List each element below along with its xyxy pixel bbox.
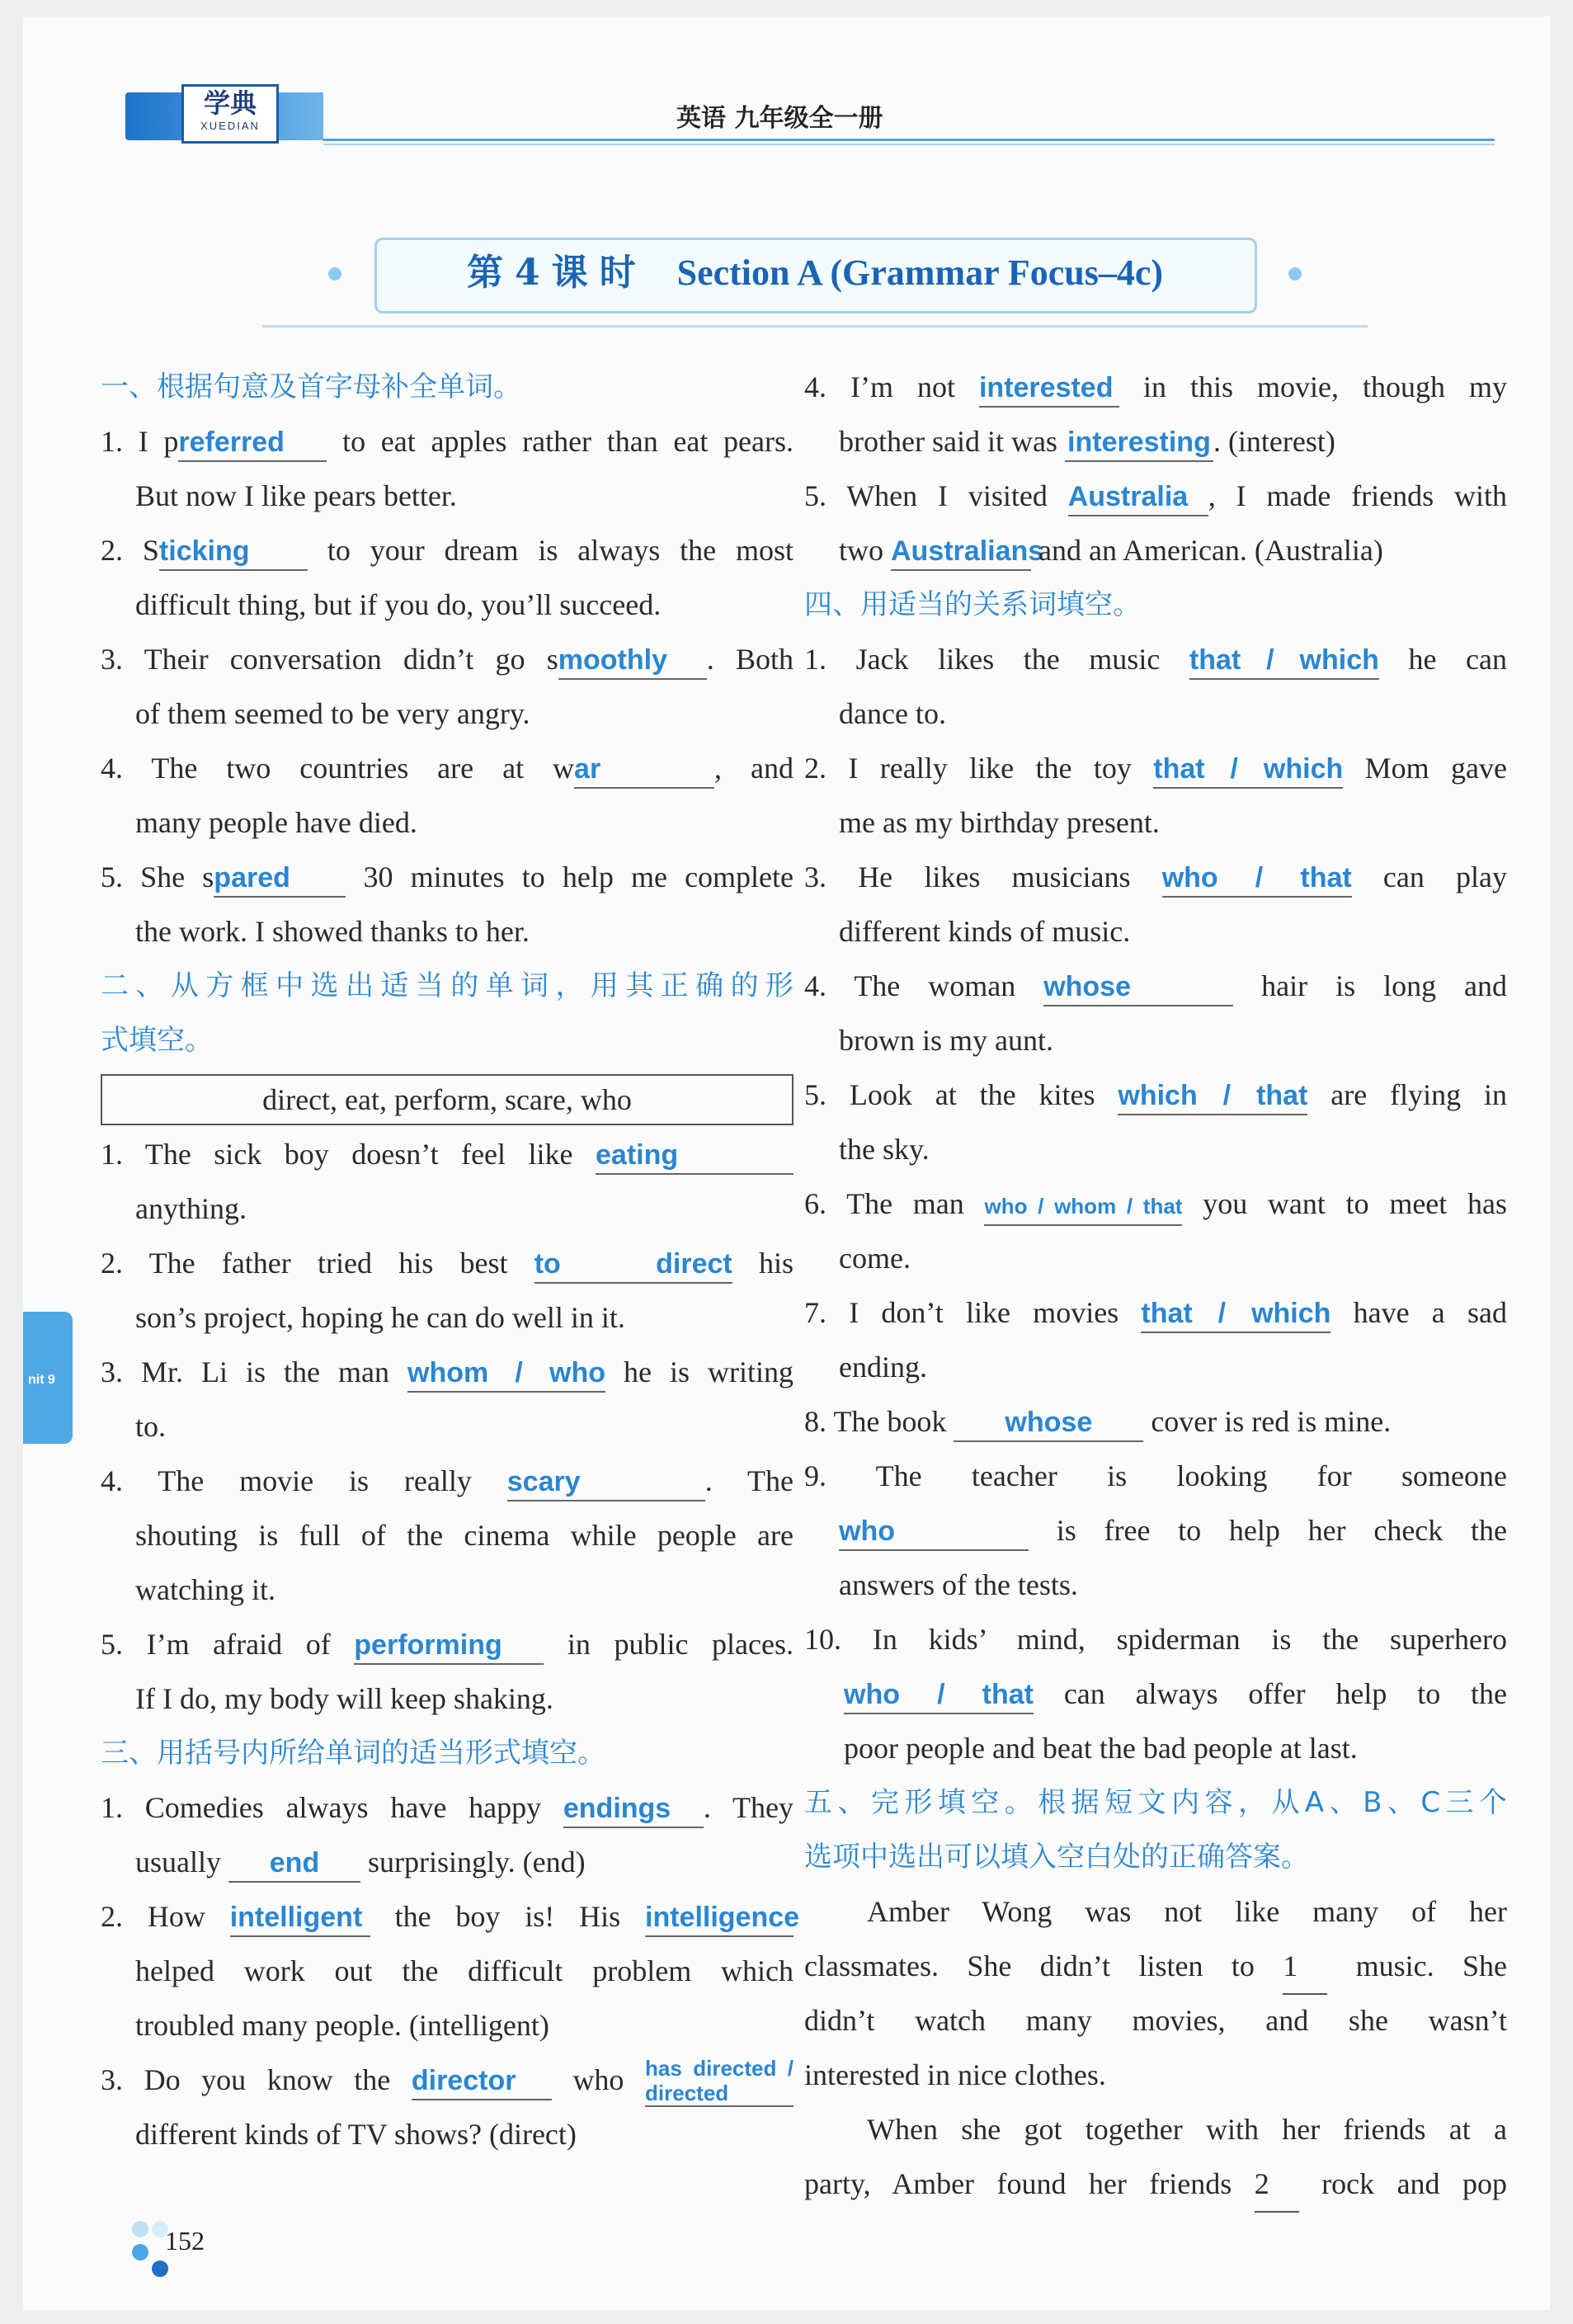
s4-item-5-cont: the sky. <box>839 1133 930 1166</box>
answer: has directed / <box>645 2056 794 2081</box>
left-column <box>101 360 800 2161</box>
s1-item-2: 2. Sticking to your dream is always the most <box>101 523 794 577</box>
passage-line: classmates. She didn’t listen to 1 music. She <box>804 1939 1507 1993</box>
section-4-heading: 四、用适当的关系词填空。 <box>804 588 1141 621</box>
lesson-banner <box>262 224 1368 322</box>
answer: ticking <box>158 535 250 567</box>
section-1-heading: 一、根据句意及首字母补全单词。 <box>101 370 521 403</box>
s4-item-9-cont2: answers of the tests. <box>839 1568 1078 1601</box>
answer: interested <box>978 372 1114 403</box>
s3-item-3: 3. Do you know the director who has directed / directed <box>101 2056 794 2105</box>
answer: that / which <box>1153 753 1344 785</box>
s2-item-2: 2. The father tried his best to direct his <box>101 1236 794 1290</box>
answer: moothly <box>558 644 667 676</box>
xuedian-logo <box>181 84 279 144</box>
s4-item-2-cont: me as my birthday present. <box>839 806 1160 839</box>
unit-side-tab <box>23 1312 73 1444</box>
answer: intelligence <box>645 1902 800 1933</box>
s4-item-3: 3. He likes musicians who / that can play <box>804 850 1507 904</box>
s4-item-9: 9. The teacher is looking for someone <box>804 1459 1507 1492</box>
answer: performing <box>354 1629 502 1661</box>
answer: which / that <box>1118 1080 1308 1111</box>
section-5-heading: 五、完形填空。根据短文内容，从A、B、C三个 <box>804 1786 1507 1819</box>
s3-item-4-cont: brother said it was interesting. (interest) <box>804 414 1507 469</box>
s3-item-2: 2. How intelligent the boy is! His intelligence <box>101 1889 794 1944</box>
s4-item-4: 4. The woman whose hair is long and <box>804 959 1507 1013</box>
s2-item-1-cont: anything. <box>135 1192 247 1225</box>
passage-line: When she got together with her friends at a <box>867 2113 1507 2146</box>
answer: referred <box>178 427 285 458</box>
unit-tab-label: nit 9 <box>28 1373 55 1387</box>
s4-item-5: 5. Look at the kites which / that are flying in <box>804 1068 1507 1122</box>
s1-item-2-cont: difficult thing, but if you do, you’ll succeed. <box>135 588 662 621</box>
s1-item-4: 4. The two countries are at war , and <box>101 741 794 795</box>
s4-item-6: 6. The man who / whom / that you want to meet has <box>804 1176 1507 1231</box>
answer: to direct <box>534 1248 732 1280</box>
s1-item-1: 1. I preferred to eat apples rather than eat pears. <box>101 414 794 469</box>
s4-item-1-cont: dance to. <box>839 697 946 730</box>
answer: pared <box>214 862 290 893</box>
answer: Australians <box>891 535 1044 567</box>
answer: whom / who <box>407 1357 606 1388</box>
s1-item-5-cont: the work. I showed thanks to her. <box>135 915 530 948</box>
s2-item-3-cont: to. <box>135 1410 167 1443</box>
word-box: direct, eat, perform, scare, who <box>101 1074 794 1125</box>
lesson-title <box>262 224 1368 322</box>
s4-item-6-cont: come. <box>839 1242 911 1275</box>
answer: who <box>839 1516 895 1547</box>
book-title: 英语 九年级全一册 <box>676 104 883 133</box>
header-rule <box>323 139 1495 141</box>
s4-item-7-cont: ending. <box>839 1351 927 1384</box>
decor-dot <box>132 2221 148 2237</box>
s2-item-2-cont: son’s project, hoping he can do well in it. <box>135 1301 625 1334</box>
answer: who / whom / that <box>984 1194 1183 1219</box>
passage-line: Amber Wong was not like many of her <box>867 1895 1507 1928</box>
answer: whose <box>1005 1407 1093 1438</box>
answer: endings <box>563 1793 671 1824</box>
answer: eating <box>596 1139 679 1171</box>
passage-line: interested in nice clothes. <box>804 2058 1106 2091</box>
s4-item-10-cont2: poor people and beat the bad people at last. <box>844 1732 1358 1765</box>
s4-item-10-cont: who / that can always offer help to the <box>804 1666 1507 1721</box>
passage-line: didn’t watch many movies, and she wasn’t <box>804 2004 1507 2037</box>
s4-item-4-cont: brown is my aunt. <box>839 1024 1053 1057</box>
s4-item-1: 1. Jack likes the music that / which he can <box>804 632 1507 686</box>
s2-item-5-cont: If I do, my body will keep shaking. <box>135 1682 553 1715</box>
s4-item-2: 2. I really like the toy that / which Mom gave <box>804 741 1507 795</box>
s4-item-9-cont: who is free to help her check the <box>804 1503 1507 1558</box>
answer: intelligent <box>229 1902 363 1933</box>
answer: ar <box>574 753 601 785</box>
s2-item-4-cont: shouting is full of the cinema while people are <box>135 1519 794 1552</box>
s3-item-3-cont: different kinds of TV shows? (direct) <box>135 2118 577 2151</box>
decor-dot <box>132 2244 148 2260</box>
answer: that / which <box>1141 1298 1331 1329</box>
banner-underline <box>262 325 1368 328</box>
section-2-heading: 二、从方框中选出适当的单词，用其正确的形 <box>101 969 794 1002</box>
answer: directed <box>645 2081 729 2105</box>
s3-item-4: 4. I’m not interested in this movie, though my <box>804 360 1507 414</box>
passage-line: party, Amber found her friends 2 rock and pop <box>804 2157 1507 2211</box>
header-rule-light <box>323 144 1495 145</box>
s2-item-1: 1. The sick boy doesn’t feel like eating <box>101 1127 794 1181</box>
s2-item-5: 5. I’m afraid of performing in public places. <box>101 1617 794 1671</box>
answer: director <box>411 2065 516 2096</box>
lesson-number: 第4课时 <box>466 252 648 294</box>
s3-item-5: 5. When I visited Australia , I made friends with <box>804 469 1507 523</box>
s1-item-5: 5. She spared 30 minutes to help me complete <box>101 850 794 904</box>
s4-item-10: 10. In kids’ mind, spiderman is the superhero <box>804 1623 1507 1656</box>
s2-item-4-cont2: watching it. <box>135 1573 276 1606</box>
section-2-heading-cont: 式填空。 <box>101 1024 213 1057</box>
page-number: 152 <box>165 2226 205 2256</box>
s3-item-5-cont: two Australians and an American. (Australia) <box>804 523 1507 577</box>
s3-item-2-cont2: troubled many people. (intelligent) <box>135 2009 549 2042</box>
s3-item-2-cont: helped work out the difficult problem which <box>135 1954 794 1987</box>
section-5-heading-cont: 选项中选出可以填入空白处的正确答案。 <box>804 1841 1309 1874</box>
s4-item-7: 7. I don’t like movies that / which have a sad <box>804 1285 1507 1340</box>
answer: Australia <box>1067 481 1189 512</box>
answer: who / that <box>1161 862 1352 893</box>
decor-dot <box>152 2260 168 2277</box>
s4-item-8: 8. The book whose cover is red is mine. <box>804 1394 1507 1449</box>
lesson-section: Section A (Grammar Focus–4c) <box>676 252 1164 293</box>
s4-item-3-cont: different kinds of music. <box>839 915 1131 948</box>
answer: interesting <box>1067 427 1211 458</box>
s1-item-4-cont: many people have died. <box>135 806 417 839</box>
answer: whose <box>1043 971 1132 1002</box>
s1-item-1-cont: But now I like pears better. <box>135 479 457 512</box>
answer: scary <box>506 1466 581 1497</box>
s1-item-3-cont: of them seemed to be very angry. <box>135 697 530 730</box>
cloze-blank: 1 <box>1283 1939 1327 1995</box>
logo-subtext: XUEDIAN <box>200 120 260 132</box>
s2-item-3: 3. Mr. Li is the man whom / who he is writing <box>101 1345 794 1399</box>
section-3-heading: 三、用括号内所给单词的适当形式填空。 <box>101 1737 605 1770</box>
cloze-blank: 2 <box>1255 2157 1299 2213</box>
s3-item-1: 1. Comedies always have happy endings . They <box>101 1780 794 1835</box>
right-column <box>804 360 1507 2211</box>
s2-item-4: 4. The movie is really scary . The <box>101 1454 794 1508</box>
s1-item-3: 3. Their conversation didn’t go smoothly . Both <box>101 632 794 686</box>
answer: that / which <box>1189 644 1379 676</box>
s3-item-1-cont: usually end surprisingly. (end) <box>101 1835 794 1889</box>
answer: end <box>269 1847 320 1879</box>
answer: who / that <box>844 1679 1034 1710</box>
logo-text: 学典 <box>203 87 257 119</box>
